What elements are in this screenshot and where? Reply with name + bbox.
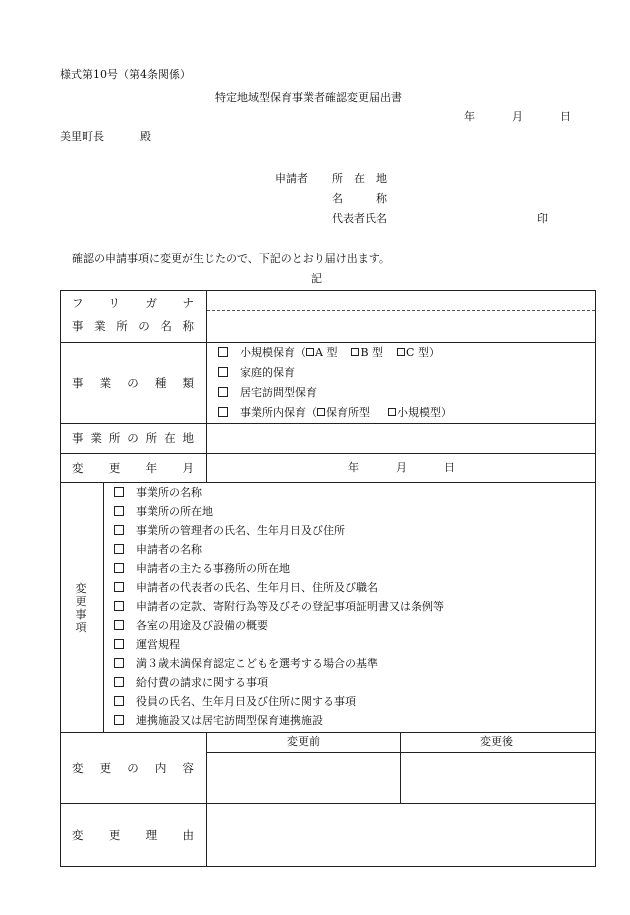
business-type-visit: 居宅訪問型保育 [218,386,317,400]
before-header: 変更前 [287,735,320,748]
change-content-label: 変更の内容 [72,761,194,775]
date-year: 年 [464,110,475,123]
change-date-year: 年 [348,461,359,474]
change-item: 事業所の所在地 [114,505,213,519]
change-item: 運営規程 [114,638,180,652]
change-item: 各室の用途及び設備の概要 [114,619,268,633]
change-item: 事業所の名称 [114,486,202,500]
checkbox[interactable] [114,563,124,573]
date-day: 日 [560,110,571,123]
checkbox-c[interactable] [397,348,405,356]
checkbox[interactable] [218,347,228,357]
statement: 確認の申請事項に変更が生じたので、下記のとおり届け出ます。 [72,252,390,265]
checkbox[interactable] [114,582,124,592]
addressee-name: 美里町長 [60,130,104,143]
seal-mark: 印 [537,212,548,225]
business-type-small: 小規模保育（ A 型 B 型 C 型） [218,346,440,360]
change-item: 申請者の主たる事務所の所在地 [114,562,290,576]
applicant-rep-label: 代表者氏名 [332,212,387,225]
change-items-label: 変 更 事 項 [75,582,87,634]
checkbox[interactable] [218,387,228,397]
date-month: 月 [512,110,523,123]
checkbox[interactable] [218,367,228,377]
change-item: 事業所の管理者の氏名、生年月日及び住所 [114,524,345,538]
change-item: 給付費の請求に関する事項 [114,676,268,690]
furigana-divider [207,310,595,311]
furigana-label: フリガナ [72,296,194,310]
applicant-address-label: 所 在 地 [332,172,387,185]
checkbox[interactable] [218,407,228,417]
change-reason-label: 変更理由 [72,828,194,842]
change-item: 申請者の定款、寄附行為等及びその登記事項証明書又は条例等 [114,600,444,614]
checkbox[interactable] [114,506,124,516]
checkbox-a[interactable] [306,348,314,356]
change-item: 満３歳未満保育認定こどもを選考する場合の基準 [114,657,378,671]
business-type-label: 事業の種類 [72,376,194,390]
page-title: 特定地域型保育事業者確認変更届出書 [215,91,402,104]
change-item: 申請者の代表者の氏名、生年月日、住所及び職名 [114,581,378,595]
checkbox[interactable] [114,658,124,668]
office-name-label: 事業所の名称 [72,319,194,333]
change-item: 役員の氏名、生年月日及び住所に関する事項 [114,695,356,709]
checkbox[interactable] [114,639,124,649]
office-address-label: 事業所の所在地 [72,431,194,445]
change-item: 連携施設又は居宅訪問型保育連携施設 [114,714,323,728]
addressee-honorific: 殿 [140,130,151,143]
checkbox[interactable] [114,525,124,535]
applicant-label: 申請者 [275,172,308,185]
form-number: 様式第10号（第4条関係） [60,68,191,81]
change-date-month: 月 [396,461,407,474]
checkbox-small-type[interactable] [388,408,396,416]
checkbox[interactable] [114,544,124,554]
applicant-name-label: 名 称 [332,192,387,205]
checkbox[interactable] [114,696,124,706]
checkbox[interactable] [114,715,124,725]
after-header: 変更後 [480,735,513,748]
change-date-day: 日 [444,461,455,474]
change-date-label: 変更年月 [72,461,194,475]
checkbox[interactable] [114,620,124,630]
checkbox[interactable] [114,677,124,687]
checkbox[interactable] [114,601,124,611]
business-type-home: 家庭的保育 [218,366,295,380]
checkbox-b[interactable] [351,348,359,356]
checkbox[interactable] [114,487,124,497]
form-table [60,290,596,867]
change-item: 申請者の名称 [114,543,202,557]
business-type-inhouse: 事業所内保育（ 保育所型 小規模型） [218,406,452,420]
checkbox-nursery[interactable] [317,408,325,416]
ki-label: 記 [311,272,322,285]
